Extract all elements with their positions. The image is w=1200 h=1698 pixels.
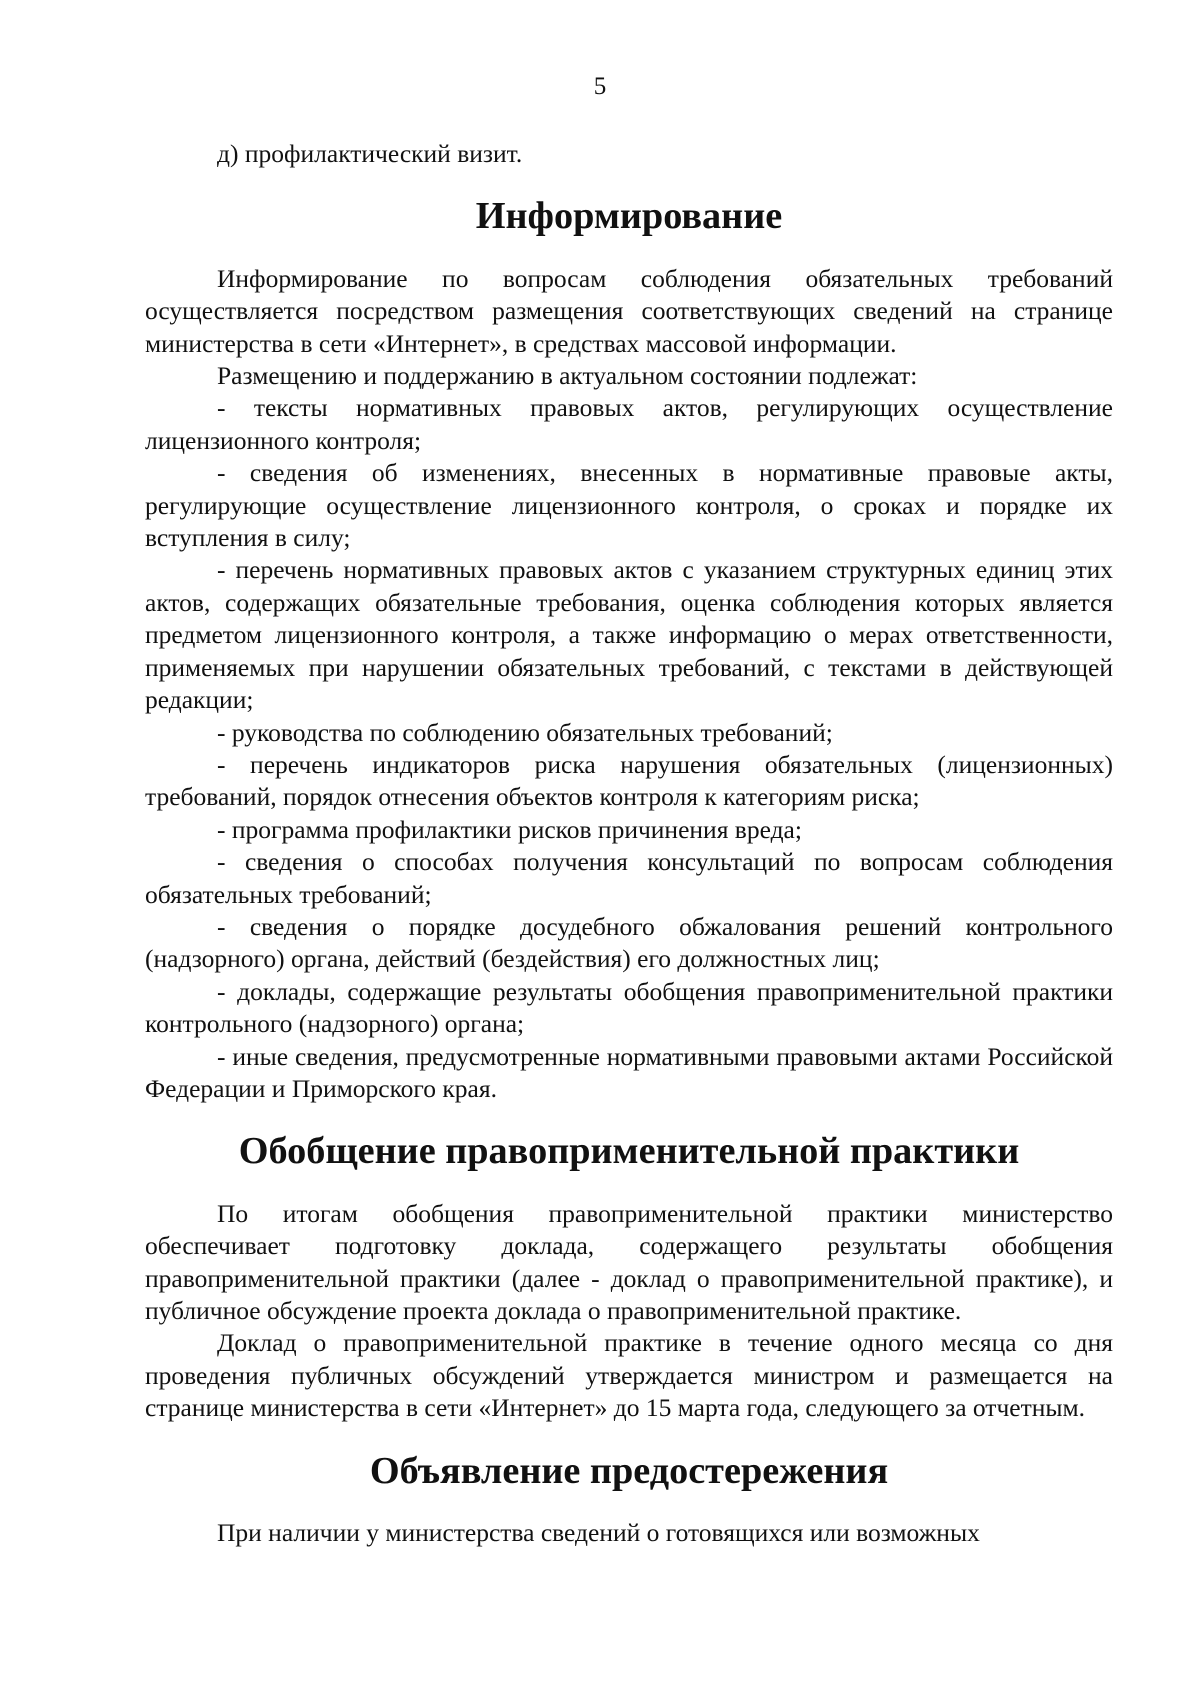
section-heading-informing: Информирование (475, 195, 783, 238)
section-heading-warning: Объявление предостережения (369, 1449, 889, 1492)
section-heading-practice-summary: Обобщение правоприменительной практики (238, 1130, 1020, 1173)
list-item: - сведения о способах получения консультаций по вопросам соблюдения обязательных требований; (145, 847, 1113, 909)
paragraph: По итогам обобщения правоприменительной практики министерство обеспечивает подготовку доклада, содержащего результаты обобщения правоприменительной практики (далее - доклад о правоприменительной практике), и публичное обсуждение проекта доклада о правоприменительной практике. (145, 1198, 1113, 1325)
section-warning (145, 1517, 1113, 1549)
list-item: - перечень индикаторов риска нарушения обязательных (лицензионных) требований, порядок отнесения объектов контроля к категориям риска; (145, 749, 1113, 812)
paragraph: Информирование по вопросам соблюдения обязательных требований осуществляется посредством размещения соответствующих сведений на странице министерства в сети «Интернет», в средствах массовой информации. (145, 263, 1113, 358)
list-item: - тексты нормативных правовых актов, регулирующих осуществление лицензионного контроля; (145, 393, 1113, 455)
intro-list-item: д) профилактический визит. (217, 139, 523, 168)
list-item: - сведения о порядке досудебного обжалования решений контрольного (надзорного) органа, действий (бездействия) его должностных лиц; (145, 911, 1113, 974)
list-item: - программа профилактики рисков причинения вреда; (217, 814, 802, 844)
list-item: - руководства по соблюдению обязательных требований; (217, 717, 833, 747)
document-body (145, 138, 1113, 1549)
paragraph: Доклад о правоприменительной практике в течение одного месяца со дня проведения публичных обсуждений утверждается министром и размещается на странице министерства в сети «Интернет» до 15 марта года, следующего за отчетным. (145, 1328, 1113, 1423)
section-practice-summary (145, 1198, 1113, 1425)
list-item: - иные сведения, предусмотренные нормативными правовыми актами Российской Федерации и Приморского края. (145, 1041, 1113, 1103)
paragraph: При наличии у министерства сведений о готовящихся или возможных (217, 1518, 980, 1548)
list-item: - перечень нормативных правовых актов с указанием структурных единиц этих актов, содержащих обязательные требования, оценка соблюдения которых является предметом лицензионного контроля, а также информацию о мерах ответственности, применяемых при нарушении обязательных требований, с текстами в действующей редакции; (145, 555, 1113, 715)
section-informing (145, 263, 1113, 1106)
paragraph: Размещению и поддержанию в актуальном состоянии подлежат: (217, 361, 918, 391)
page-number: 5 (593, 73, 607, 100)
list-item: - сведения об изменениях, внесенных в нормативные правовые акты, регулирующие осуществление лицензионного контроля, о сроках и порядке их вступления в силу; (145, 458, 1113, 553)
list-item: - доклады, содержащие результаты обобщения правоприменительной практики контрольного (надзорного) органа; (145, 976, 1113, 1039)
